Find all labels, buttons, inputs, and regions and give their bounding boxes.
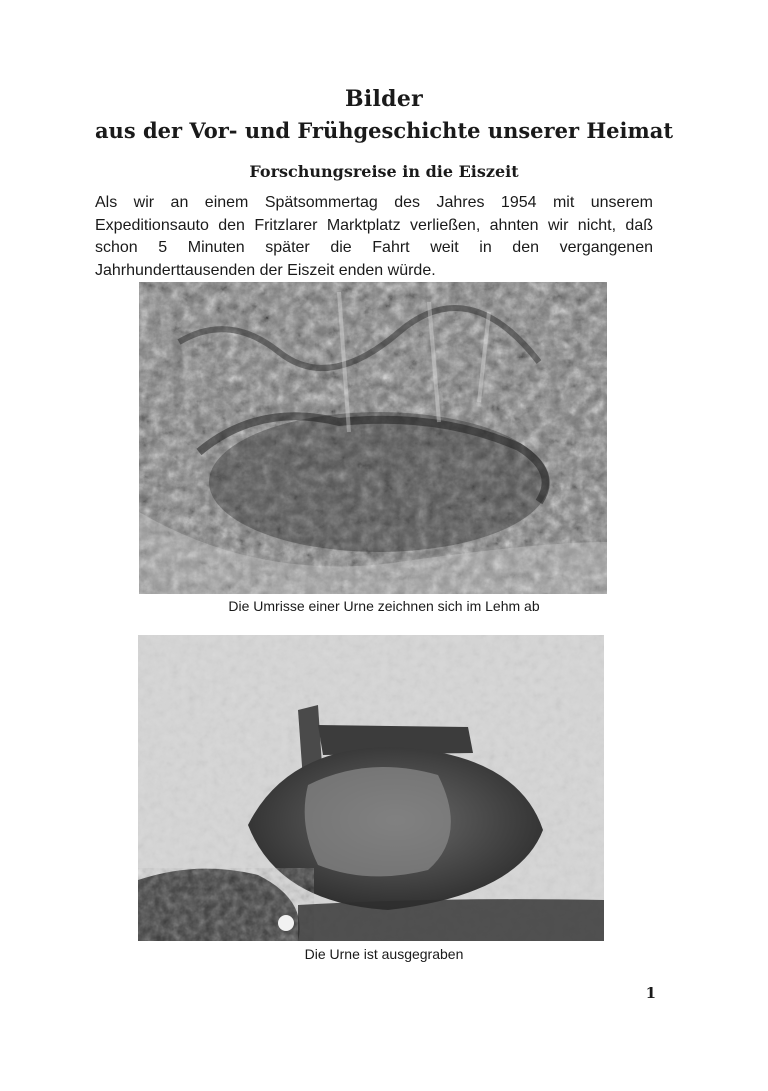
intro-paragraph: Als wir an einem Spätsommertag des Jahres 1954 mit unserem Expeditionsauto den Fritzlarer Marktplatz verließen, ahnten wir nicht, daß schon 5 Minuten später die Fahrt weit in den vergangenen Jahrhunderttausenden der Eiszeit enden würde. — [95, 194, 653, 279]
page-title: Bilder — [344, 86, 424, 112]
photo-caption-1: Die Umrisse einer Urne zeichnen sich im Lehm ab — [228, 598, 540, 614]
page-subtitle: aus der Vor- und Frühgeschichte unserer Heimat — [94, 118, 674, 143]
photo-caption-2: Die Urne ist ausgegraben — [304, 946, 464, 962]
page-number: 1 — [645, 984, 656, 1002]
photo-urn-outline-in-clay — [139, 282, 607, 594]
section-title: Forschungsreise in die Eiszeit — [249, 162, 519, 181]
photo-excavated-urn — [138, 635, 604, 941]
